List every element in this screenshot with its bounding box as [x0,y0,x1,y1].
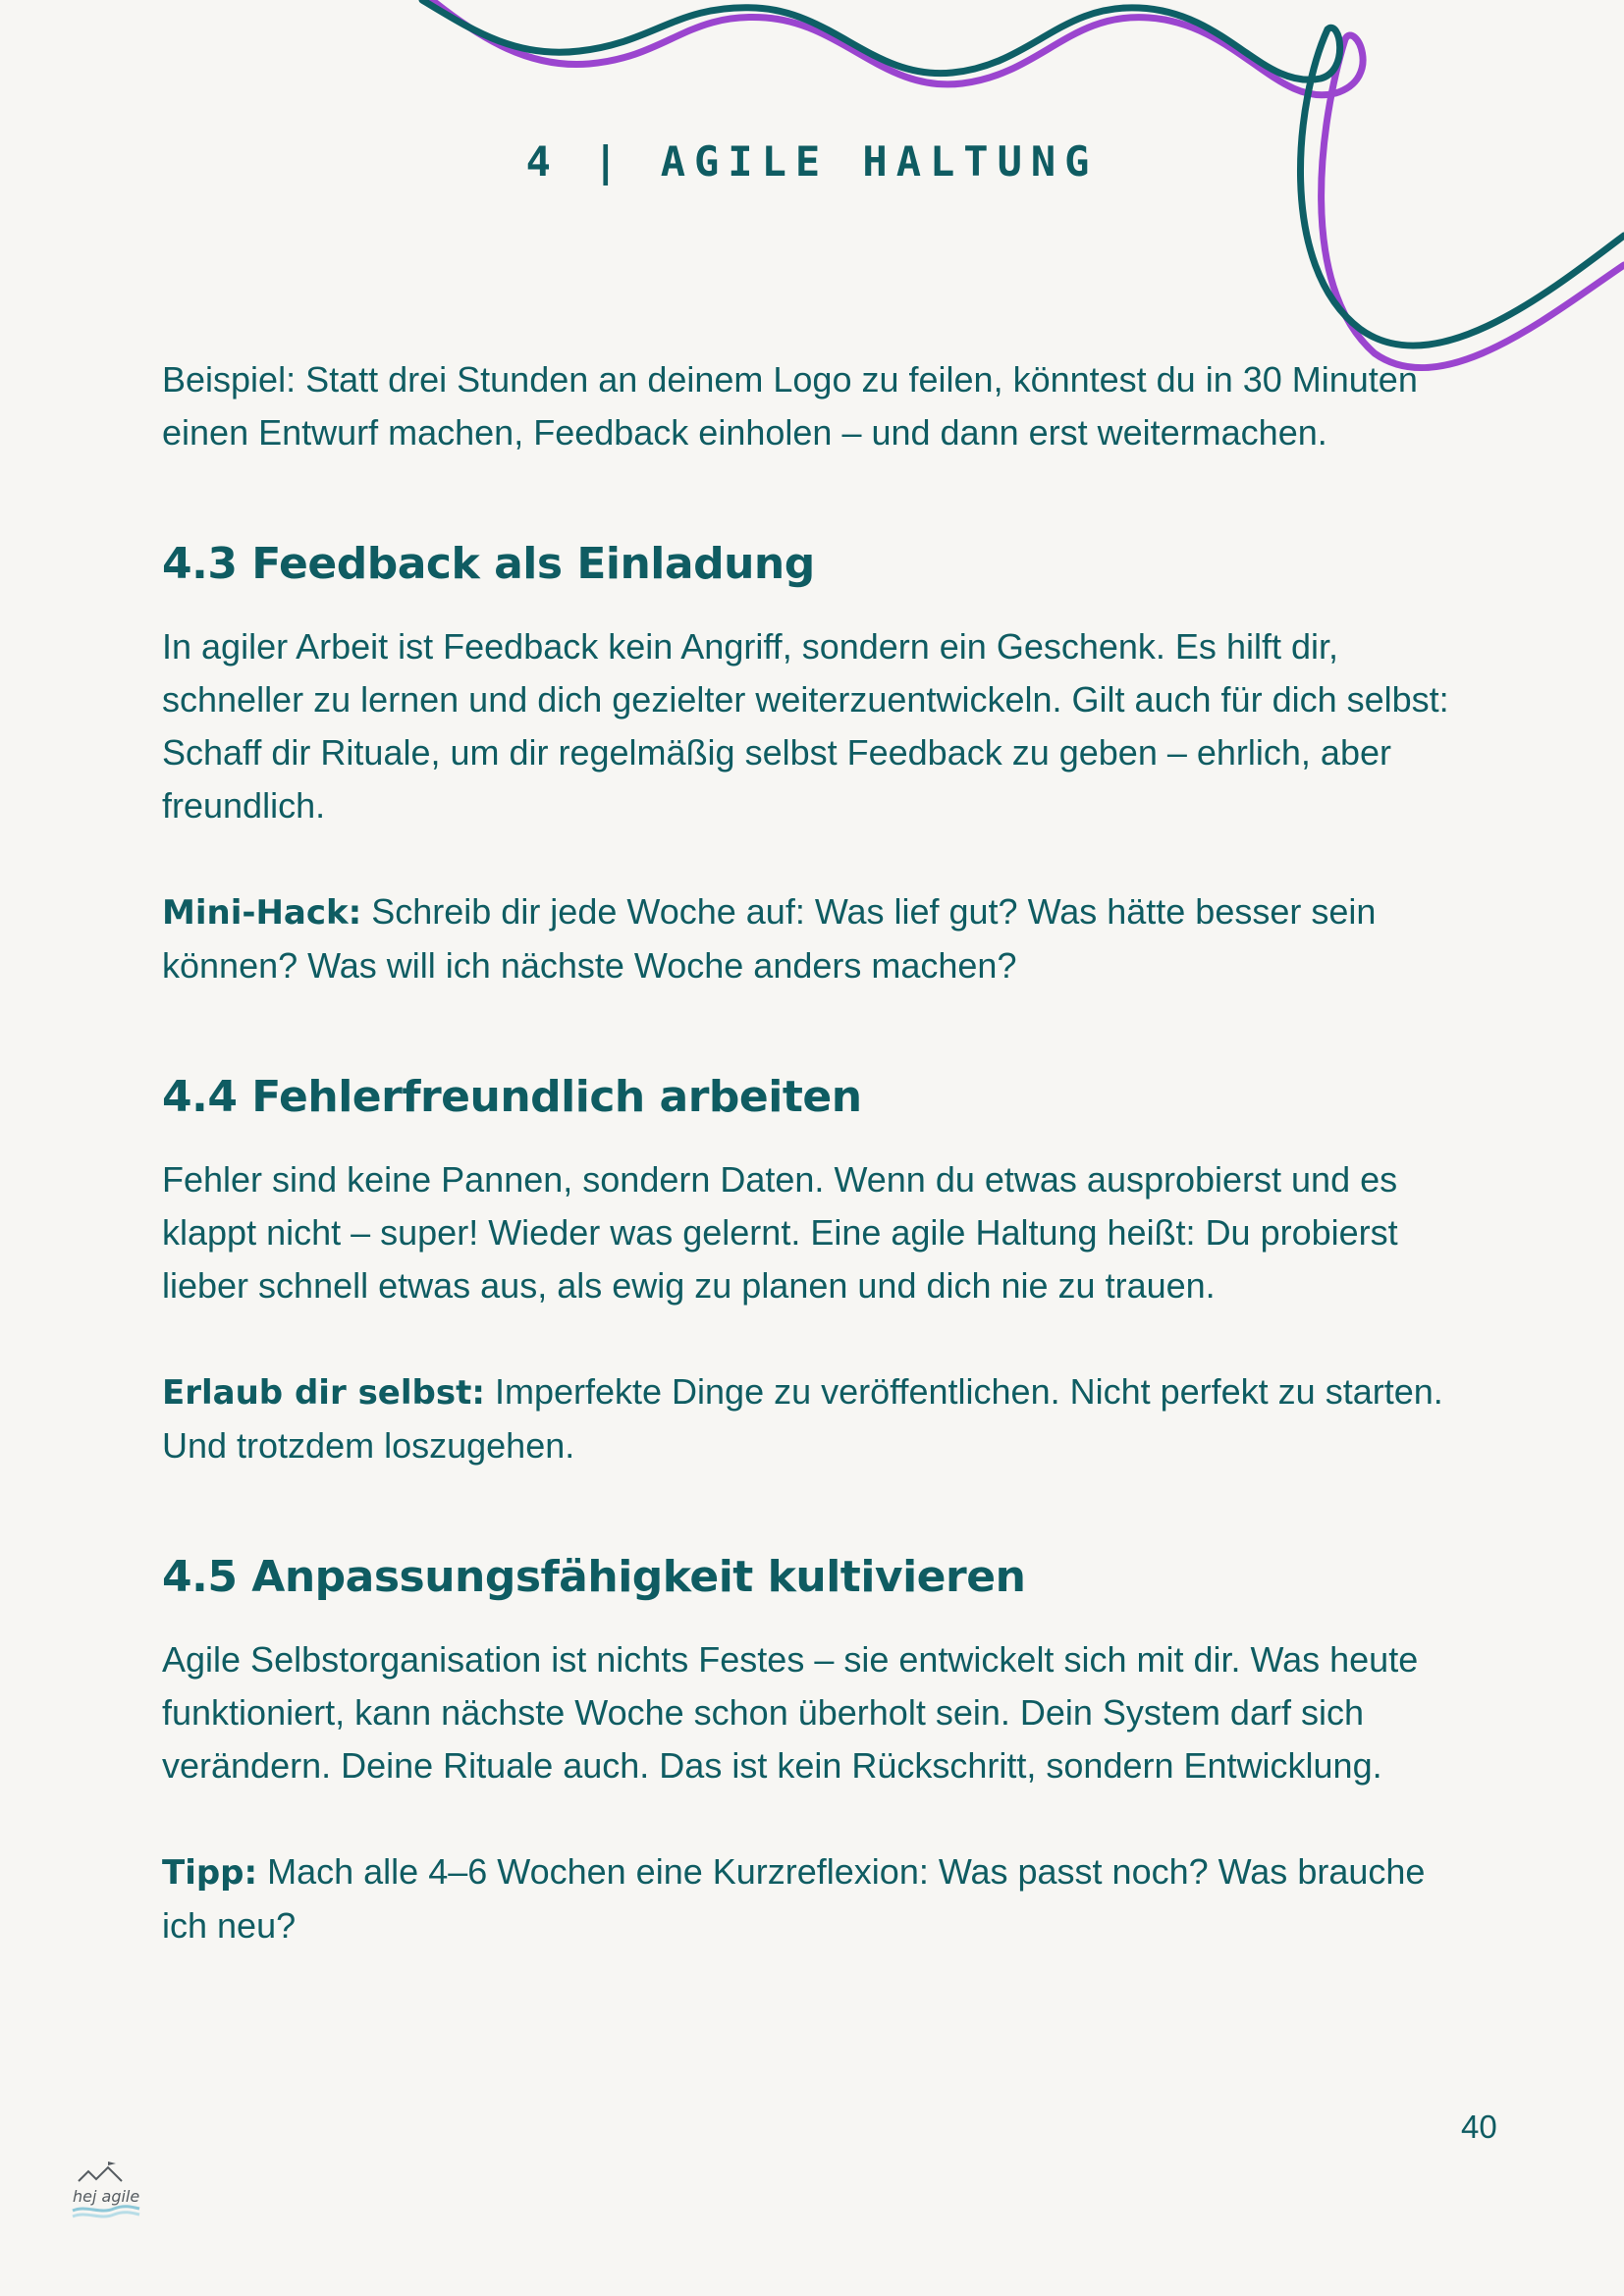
section-heading: 4.4 Fehlerfreundlich arbeiten [162,1072,862,1122]
tip-paragraph [162,1845,1478,1952]
tip-paragraph [162,1365,1478,1472]
logo-text: hej agile [73,2187,140,2206]
tip-text: Schreib dir jede Woche auf: Was lief gut? Was hätte besser sein können? Was will ich nächste Woche anders machen? [162,891,1377,986]
tip-label: Mini-Hack: [162,893,362,933]
tip-text: Imperfekte Dinge zu veröffentlichen. Nicht perfekt zu starten. Und trotzdem loszugehen. [162,1371,1443,1466]
tip-label: Tipp: [162,1853,258,1893]
section-heading: 4.5 Anpassungsfähigkeit kultivieren [162,1552,1026,1602]
page-number: 40 [1461,2109,1497,2145]
section-adaptability [162,1551,1478,1952]
tip-label: Erlaub dir selbst: [162,1373,485,1413]
section-errors [162,1071,1478,1472]
tip-text: Mach alle 4–6 Wochen eine Kurzreflexion: Was passt noch? Was brauche ich neu? [162,1851,1426,1946]
section-feedback [162,538,1478,992]
section-body: Agile Selbstorganisation ist nichts Festes – sie entwickelt sich mit dir. Was heute funktioniert, kann nächste Woche schon überholt sein. Dein System darf sich verändern. Deine Rituale auch. Das ist kein Rückschritt, sondern Entwicklung. [162,1639,1419,1786]
section-heading: 4.3 Feedback als Einladung [162,539,815,589]
intro-paragraph: Beispiel: Statt drei Stunden an deinem Logo zu feilen, könntest du in 30 Minuten einen Entwurf machen, Feedback einholen – und dann erst weitermachen. [162,359,1418,453]
decorative-wave-lines [0,0,1624,393]
hej-agile-logo [67,2160,145,2228]
tip-paragraph [162,885,1478,992]
page-content [162,353,1478,1952]
chapter-title: 4 | AGILE HALTUNG [525,137,1099,186]
section-body: In agiler Arbeit ist Feedback kein Angriff, sondern ein Geschenk. Es hilft dir, schneller zu lernen und dich gezielter weiterzuentwickeln. Gilt auch für dich selbst: Schaff dir Rituale, um dir regelmäßig selbst Feedback zu geben – ehrlich, aber freundlich. [162,626,1449,826]
section-body: Fehler sind keine Pannen, sondern Daten. Wenn du etwas ausprobierst und es klappt nicht – super! Wieder was gelernt. Eine agile Haltung heißt: Du probierst lieber schnell etwas aus, als ewig zu planen und dich nie zu trauen. [162,1159,1398,1306]
